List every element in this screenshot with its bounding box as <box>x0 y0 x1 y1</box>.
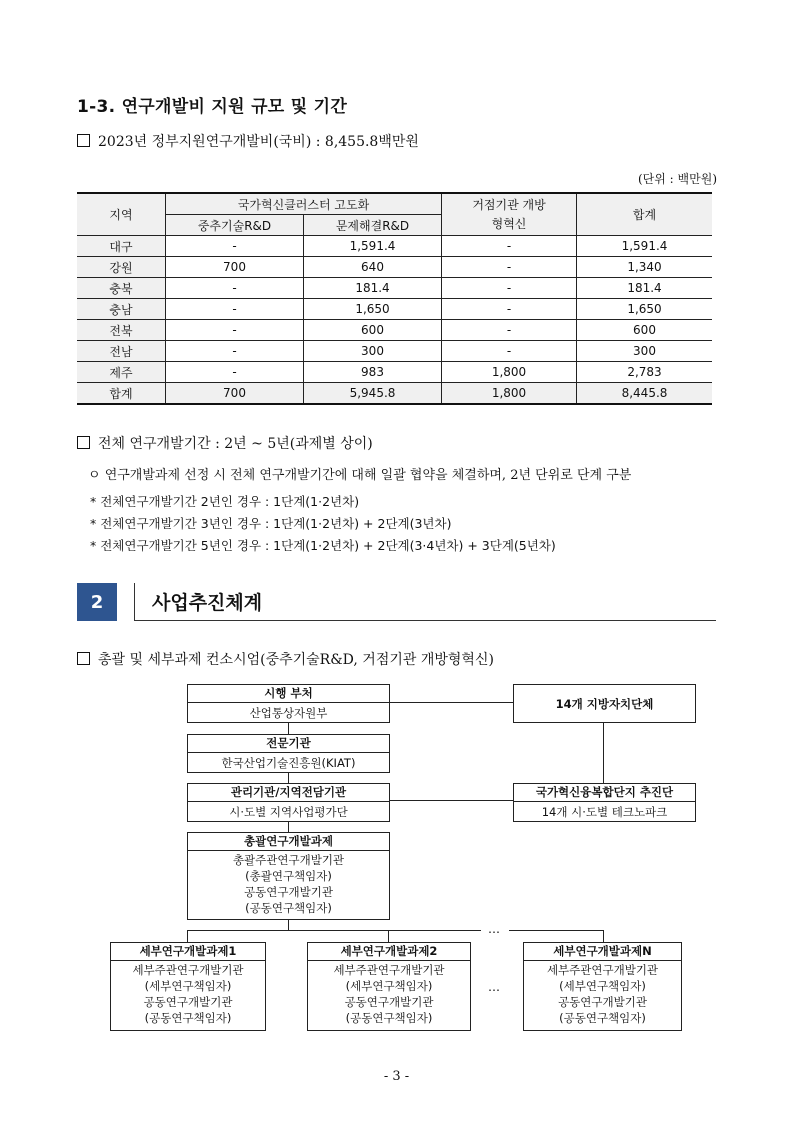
sub-task-head: 세부연구개발과제2 <box>308 943 470 961</box>
table-row <box>77 362 712 383</box>
budget-bullet <box>77 131 419 151</box>
connector-line <box>603 930 604 942</box>
connector-line <box>388 930 389 942</box>
table-row <box>77 278 712 299</box>
sub-task-box-n <box>523 942 682 1031</box>
sub-joint-org: 공동연구개발기관 <box>558 995 647 1009</box>
checkbox-square-icon <box>77 436 90 449</box>
sub-lead-person: (세부연구책임자) <box>144 979 232 993</box>
value-cell: 600 <box>577 320 713 341</box>
connector-line <box>509 930 603 931</box>
sub-joint-person: (공동연구책임자) <box>144 1011 232 1025</box>
region-cell: 강원 <box>77 257 166 278</box>
value-cell: 1,591.4 <box>304 236 442 257</box>
region-cell: 제주 <box>77 362 166 383</box>
agency-head: 전문기관 <box>188 735 389 753</box>
promo-head: 국가혁신융복합단지 추진단 <box>514 784 695 802</box>
region-cell: 전남 <box>77 341 166 362</box>
value-cell: - <box>442 257 577 278</box>
connector-line <box>187 930 188 942</box>
value-cell: 300 <box>577 341 713 362</box>
master-task-box <box>187 832 390 920</box>
value-cell: 181.4 <box>577 278 713 299</box>
value-cell: - <box>166 299 304 320</box>
value-cell: 700 <box>166 383 304 405</box>
value-cell: - <box>442 236 577 257</box>
region-cell: 대구 <box>77 236 166 257</box>
promo-body: 14개 시·도별 테크노파크 <box>541 805 668 819</box>
sub-joint-person: (공동연구책임자) <box>559 1011 646 1025</box>
connector-line <box>603 722 604 783</box>
ministry-head: 시행 부처 <box>188 685 389 703</box>
value-cell: 1,591.4 <box>577 236 713 257</box>
sub-joint-person: (공동연구책임자) <box>345 1011 433 1025</box>
ellipsis-middle: … <box>488 980 500 994</box>
budget-line: 2023년 정부지원연구개발비(국비) : 8,455.8백만원 <box>98 134 419 150</box>
period-sub: ㅇ 연구개발과제 선정 시 전체 연구개발기간에 대해 일괄 협약을 체결하며, 2년 단위로 단계 구분 <box>88 468 632 483</box>
value-cell: 1,340 <box>577 257 713 278</box>
connector-line <box>389 800 514 801</box>
agency-box <box>187 734 390 773</box>
org-bullet <box>77 649 494 669</box>
section2-title: 사업추진체계 <box>152 592 263 614</box>
sub-task-box-1 <box>110 942 266 1031</box>
value-cell: 181.4 <box>304 278 442 299</box>
unit-note: (단위 : 백만원) <box>638 172 717 186</box>
value-cell: 5,945.8 <box>304 383 442 405</box>
ministry-body: 산업통상자원부 <box>249 706 328 720</box>
period-line: 전체 연구개발기간 : 2년 ~ 5년(과제별 상이) <box>98 436 373 452</box>
sub-lead-org: 세부주관연구개발기관 <box>333 963 445 977</box>
value-cell: - <box>166 341 304 362</box>
master-task-head: 총괄연구개발과제 <box>188 833 389 851</box>
period-star-1: * 전체연구개발기간 2년인 경우 : 1단계(1·2년차) <box>90 494 360 509</box>
table-row <box>77 320 712 341</box>
checkbox-square-icon <box>77 652 90 665</box>
budget-table <box>77 192 712 405</box>
promo-box <box>513 783 696 822</box>
sub-lead-org: 세부주관연구개발기관 <box>132 963 244 977</box>
value-cell: - <box>166 236 304 257</box>
region-cell: 합계 <box>77 383 166 405</box>
table-total-row <box>77 383 712 405</box>
section2-divider <box>134 583 135 621</box>
header-cluster: 국가혁신클러스터 고도화 <box>166 193 442 215</box>
connector-line <box>389 702 514 703</box>
sub-lead-person: (세부연구책임자) <box>345 979 433 993</box>
value-cell: - <box>166 278 304 299</box>
ministry-box <box>187 684 390 723</box>
header-sub1: 중추기술R&D <box>166 215 304 236</box>
table-row <box>77 299 712 320</box>
connector-line <box>288 772 289 783</box>
checkbox-square-icon <box>77 134 90 147</box>
connector-line <box>288 821 289 832</box>
sub-lead-person: (세부연구책임자) <box>559 979 646 993</box>
value-cell: 1,650 <box>577 299 713 320</box>
table-row <box>77 341 712 362</box>
value-cell: - <box>166 362 304 383</box>
master-lead-org: 총괄주관연구개발기관 <box>232 853 345 867</box>
sub-joint-org: 공동연구개발기관 <box>143 995 233 1009</box>
manager-body: 시·도별 지역사업평가단 <box>229 805 348 819</box>
manager-head: 관리기관/지역전담기관 <box>188 784 389 802</box>
value-cell: 700 <box>166 257 304 278</box>
section2-number: 2 <box>77 583 117 621</box>
page-number: - 3 - <box>383 1069 410 1084</box>
region-cell: 충북 <box>77 278 166 299</box>
section2-rule <box>134 620 716 621</box>
period-star-3: * 전체연구개발기간 5년인 경우 : 1단계(1·2년차) + 2단계(3·4년차) + 3단계(5년차) <box>90 538 556 553</box>
master-lead-person: (총괄연구책임자) <box>245 869 332 883</box>
value-cell: 1,800 <box>442 362 577 383</box>
value-cell: - <box>442 299 577 320</box>
sub-task-box-2 <box>307 942 471 1031</box>
header-region: 지역 <box>77 193 166 236</box>
value-cell: - <box>442 341 577 362</box>
value-cell: - <box>442 278 577 299</box>
master-joint-org: 공동연구개발기관 <box>244 885 333 899</box>
value-cell: 640 <box>304 257 442 278</box>
value-cell: - <box>442 320 577 341</box>
value-cell: 8,445.8 <box>577 383 713 405</box>
sub-lead-org: 세부주관연구개발기관 <box>546 963 659 977</box>
connector-line <box>288 919 289 930</box>
region-cell: 충남 <box>77 299 166 320</box>
master-joint-person: (공동연구책임자) <box>245 901 332 915</box>
value-cell: 300 <box>304 341 442 362</box>
agency-body: 한국산업기술진흥원(KIAT) <box>221 756 356 770</box>
period-star-2: * 전체연구개발기간 3년인 경우 : 1단계(1·2년차) + 2단계(3년차) <box>90 516 452 531</box>
value-cell: 1,800 <box>442 383 577 405</box>
header-base: 거점기관 개방형혁신 <box>442 193 577 236</box>
header-total: 합계 <box>577 193 713 236</box>
value-cell: 600 <box>304 320 442 341</box>
value-cell: 983 <box>304 362 442 383</box>
ellipsis-top: … <box>488 922 500 936</box>
value-cell: - <box>166 320 304 341</box>
header-sub2: 문제해결R&D <box>304 215 442 236</box>
section-heading: 1-3. 연구개발비 지원 규모 및 기간 <box>77 97 348 117</box>
org-line: 총괄 및 세부과제 컨소시엄(중추기술R&D, 거점기관 개방형혁신) <box>98 652 494 668</box>
sub-task-head: 세부연구개발과제1 <box>111 943 265 961</box>
connector-line <box>187 930 481 931</box>
manager-box <box>187 783 390 822</box>
region-cell: 전북 <box>77 320 166 341</box>
sub-task-head: 세부연구개발과제N <box>524 943 681 961</box>
value-cell: 2,783 <box>577 362 713 383</box>
value-cell: 1,650 <box>304 299 442 320</box>
table-row <box>77 236 712 257</box>
local-gov-box: 14개 지방자치단체 <box>513 684 696 723</box>
period-bullet <box>77 433 373 453</box>
sub-joint-org: 공동연구개발기관 <box>344 995 434 1009</box>
table-row <box>77 257 712 278</box>
